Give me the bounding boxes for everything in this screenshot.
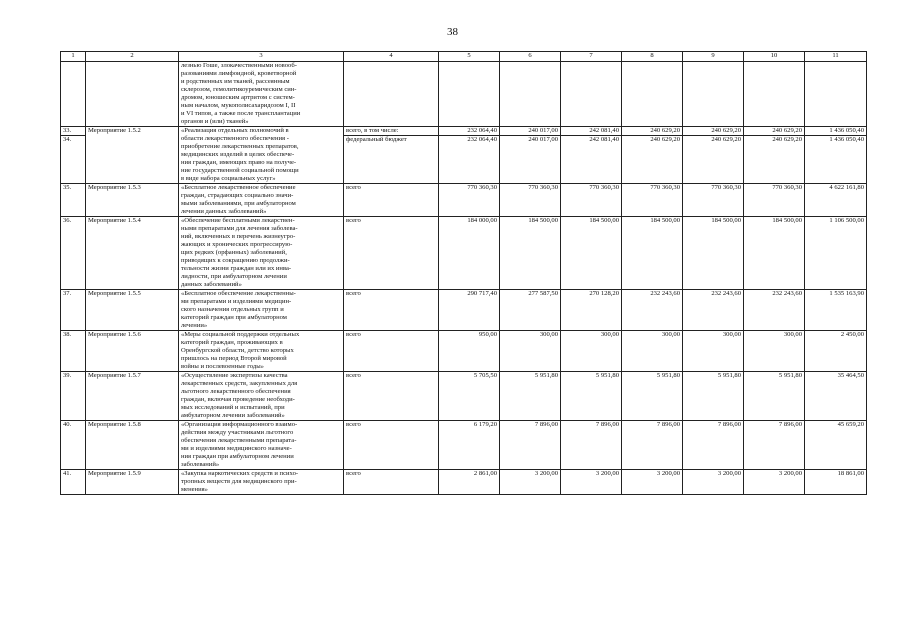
value-cell: 232 243,60 bbox=[744, 290, 805, 331]
value-cell: 6 179,20 bbox=[439, 421, 500, 470]
value-cell: 184 000,00 bbox=[439, 217, 500, 290]
value-cell: 5 951,80 bbox=[500, 372, 561, 421]
value-cell: 232 243,60 bbox=[622, 290, 683, 331]
value-cell: 45 659,20 bbox=[805, 421, 867, 470]
row-number: 40. bbox=[61, 421, 86, 470]
value-cell: 184 500,00 bbox=[622, 217, 683, 290]
measure-description: «Бесплатное обеспечение лекарственны- ми препаратами и изделиями медицин- ского назначения отдельных групп и категорий граждан при амбулаторном лечении» bbox=[179, 290, 344, 331]
funding-source: всего bbox=[344, 217, 439, 290]
measure-description: «Закупка наркотических средств и психо- тропных веществ для медицинского при- менения» bbox=[179, 470, 344, 495]
measure-name: Мероприятие 1.5.9 bbox=[86, 470, 179, 495]
row-number: 34. bbox=[61, 136, 86, 184]
value-cell: 770 360,30 bbox=[683, 184, 744, 217]
table-row bbox=[61, 470, 867, 495]
value-cell bbox=[683, 62, 744, 127]
funding-source: всего bbox=[344, 470, 439, 495]
value-cell: 1 106 500,00 bbox=[805, 217, 867, 290]
value-cell: 3 200,00 bbox=[622, 470, 683, 495]
col-header: 3 bbox=[179, 52, 344, 62]
value-cell: 184 500,00 bbox=[561, 217, 622, 290]
table-row bbox=[61, 372, 867, 421]
value-cell: 277 587,50 bbox=[500, 290, 561, 331]
funding-source: федеральный бюджет bbox=[344, 136, 439, 184]
value-cell: 242 081,40 bbox=[561, 136, 622, 184]
funding-source bbox=[344, 62, 439, 127]
row-number: 33. bbox=[61, 127, 86, 136]
value-cell: 240 629,20 bbox=[744, 136, 805, 184]
value-cell: 240 629,20 bbox=[622, 127, 683, 136]
funding-source: всего bbox=[344, 372, 439, 421]
table-row bbox=[61, 290, 867, 331]
value-cell: 35 464,50 bbox=[805, 372, 867, 421]
col-header: 8 bbox=[622, 52, 683, 62]
value-cell: 1 436 050,40 bbox=[805, 136, 867, 184]
value-cell: 770 360,30 bbox=[744, 184, 805, 217]
measure-name: Мероприятие 1.5.4 bbox=[86, 217, 179, 290]
value-cell: 7 896,00 bbox=[561, 421, 622, 470]
value-cell: 240 017,00 bbox=[500, 136, 561, 184]
measure-description: «Меры социальной поддержки отдельных категорий граждан, проживающих в Оренбургской области, детство которых пришлось на период Второй мировой войны и послевоенные годы» bbox=[179, 331, 344, 372]
measure-name: Мероприятие 1.5.3 bbox=[86, 184, 179, 217]
measure-name: Мероприятие 1.5.2 bbox=[86, 127, 179, 184]
value-cell bbox=[439, 62, 500, 127]
value-cell: 4 622 161,80 bbox=[805, 184, 867, 217]
col-header: 10 bbox=[744, 52, 805, 62]
value-cell: 1 535 163,90 bbox=[805, 290, 867, 331]
measure-description: «Обеспечение бесплатными лекарствен- ными препаратами для лечения заболева- ний, включенных в перечень жизнеугро- жающих и хронических прогрессирую- щих редких (орфанных) заболеваний, приводящих к сокращению продолжи- тельности жизни граждан или их инва- лидности, при амбулаторном лечении данных заболеваний» bbox=[179, 217, 344, 290]
funding-source: всего bbox=[344, 421, 439, 470]
table-row bbox=[61, 62, 867, 127]
row-number: 39. bbox=[61, 372, 86, 421]
value-cell: 5 951,80 bbox=[622, 372, 683, 421]
value-cell: 770 360,30 bbox=[439, 184, 500, 217]
measure-name: Мероприятие 1.5.5 bbox=[86, 290, 179, 331]
value-cell: 5 951,80 bbox=[561, 372, 622, 421]
value-cell: 290 717,40 bbox=[439, 290, 500, 331]
value-cell: 950,00 bbox=[439, 331, 500, 372]
value-cell: 242 081,40 bbox=[561, 127, 622, 136]
value-cell: 240 629,20 bbox=[622, 136, 683, 184]
funding-source: всего, в том числе: bbox=[344, 127, 439, 136]
value-cell bbox=[561, 62, 622, 127]
col-header: 1 bbox=[61, 52, 86, 62]
table-row bbox=[61, 184, 867, 217]
col-header: 2 bbox=[86, 52, 179, 62]
value-cell: 300,00 bbox=[683, 331, 744, 372]
value-cell: 184 500,00 bbox=[744, 217, 805, 290]
funding-source: всего bbox=[344, 184, 439, 217]
value-cell: 184 500,00 bbox=[683, 217, 744, 290]
value-cell: 2 861,00 bbox=[439, 470, 500, 495]
value-cell: 240 017,00 bbox=[500, 127, 561, 136]
row-number: 37. bbox=[61, 290, 86, 331]
value-cell: 5 951,80 bbox=[683, 372, 744, 421]
value-cell: 5 705,50 bbox=[439, 372, 500, 421]
value-cell: 300,00 bbox=[561, 331, 622, 372]
row-number: 41. bbox=[61, 470, 86, 495]
table-row bbox=[61, 127, 867, 136]
value-cell: 7 896,00 bbox=[622, 421, 683, 470]
measure-description: «Осуществление экспертизы качества лекарственных средств, закупленных для льготного лекарственного обеспечения граждан, включая проведение необходи- мых исследований и испытаний, при амбулаторном лечении заболеваний» bbox=[179, 372, 344, 421]
value-cell: 300,00 bbox=[500, 331, 561, 372]
col-header: 11 bbox=[805, 52, 867, 62]
table-row bbox=[61, 421, 867, 470]
value-cell bbox=[805, 62, 867, 127]
value-cell: 3 200,00 bbox=[561, 470, 622, 495]
value-cell: 770 360,30 bbox=[500, 184, 561, 217]
value-cell bbox=[744, 62, 805, 127]
col-header: 4 bbox=[344, 52, 439, 62]
value-cell: 3 200,00 bbox=[683, 470, 744, 495]
col-header: 7 bbox=[561, 52, 622, 62]
value-cell bbox=[622, 62, 683, 127]
table-row bbox=[61, 217, 867, 290]
program-measures-table bbox=[60, 51, 867, 495]
value-cell: 300,00 bbox=[744, 331, 805, 372]
value-cell: 7 896,00 bbox=[500, 421, 561, 470]
row-number: 38. bbox=[61, 331, 86, 372]
value-cell: 5 951,80 bbox=[744, 372, 805, 421]
value-cell: 770 360,30 bbox=[622, 184, 683, 217]
value-cell: 270 128,20 bbox=[561, 290, 622, 331]
row-number bbox=[61, 62, 86, 127]
page-number: 38 bbox=[447, 26, 458, 38]
value-cell: 2 450,00 bbox=[805, 331, 867, 372]
value-cell: 232 064,40 bbox=[439, 136, 500, 184]
value-cell: 3 200,00 bbox=[744, 470, 805, 495]
funding-source: всего bbox=[344, 331, 439, 372]
measure-name: Мероприятие 1.5.6 bbox=[86, 331, 179, 372]
value-cell: 240 629,20 bbox=[683, 136, 744, 184]
table-row bbox=[61, 331, 867, 372]
value-cell: 3 200,00 bbox=[500, 470, 561, 495]
measure-description: «Бесплатное лекарственное обеспечение граждан, страдающих социально значи- мыми заболеваниями, при амбулаторном лечении данных заболеваний» bbox=[179, 184, 344, 217]
row-number: 36. bbox=[61, 217, 86, 290]
measure-name bbox=[86, 62, 179, 127]
col-header: 9 bbox=[683, 52, 744, 62]
measure-name: Мероприятие 1.5.7 bbox=[86, 372, 179, 421]
value-cell: 232 243,60 bbox=[683, 290, 744, 331]
value-cell: 184 500,00 bbox=[500, 217, 561, 290]
value-cell: 18 861,00 bbox=[805, 470, 867, 495]
measure-description: «Реализация отдельных полномочий в области лекарственного обеспечения - приобретение лекарственных препаратов, медицинских изделий в целях обеспече- ния граждан, имеющих право на получе- ние государственной социальной помощи в виде набора социальных услуг» bbox=[179, 127, 344, 184]
column-number-header-row bbox=[61, 52, 867, 62]
col-header: 5 bbox=[439, 52, 500, 62]
value-cell: 232 064,40 bbox=[439, 127, 500, 136]
value-cell: 1 436 050,40 bbox=[805, 127, 867, 136]
funding-source: всего bbox=[344, 290, 439, 331]
row-number: 35. bbox=[61, 184, 86, 217]
measure-description: «Организация информационного взаимо- действия между участниками льготного обеспечения лекарственными препарата- ми и изделиями медицинского назначе- ния граждан при амбулаторном лечении заболеваний» bbox=[179, 421, 344, 470]
value-cell: 7 896,00 bbox=[683, 421, 744, 470]
value-cell: 770 360,30 bbox=[561, 184, 622, 217]
value-cell: 240 629,20 bbox=[683, 127, 744, 136]
measure-name: Мероприятие 1.5.8 bbox=[86, 421, 179, 470]
measure-description: лезнью Гоше, злокачественными новооб- разованиями лимфоидной, кроветворной и родственных им тканей, рассеянным склерозом, гемолитикоуремическим син- дромом, юношеским артритом с систем- ным началом, мукополисахаридозом I, II и VI типов, а также после трансплантации органов и (или) тканей» bbox=[179, 62, 344, 127]
value-cell: 300,00 bbox=[622, 331, 683, 372]
value-cell bbox=[500, 62, 561, 127]
value-cell: 7 896,00 bbox=[744, 421, 805, 470]
value-cell: 240 629,20 bbox=[744, 127, 805, 136]
col-header: 6 bbox=[500, 52, 561, 62]
